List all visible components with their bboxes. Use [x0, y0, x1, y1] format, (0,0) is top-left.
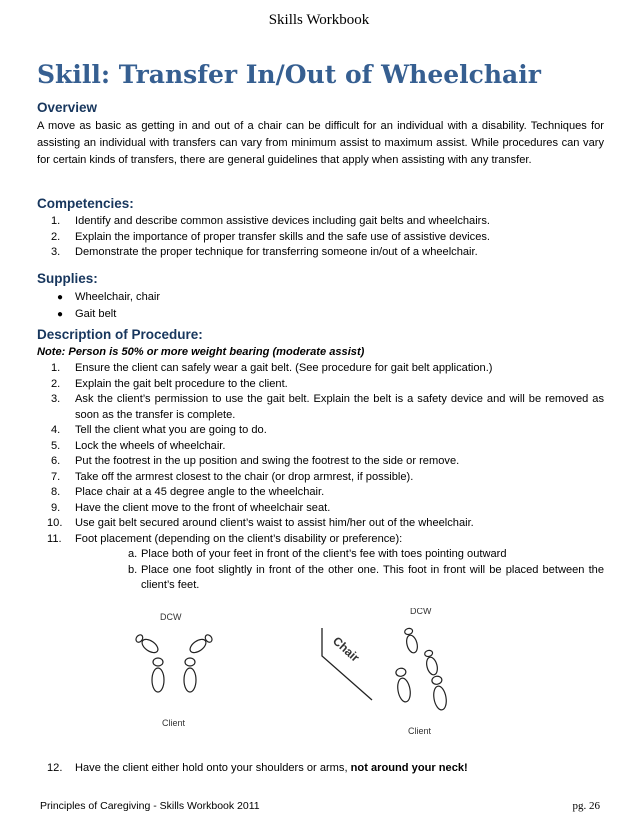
list-item: 6. Put the footrest in the up position and swing the footrest to the side or remove. [51, 455, 460, 467]
left-client-label: Client [162, 718, 186, 728]
right-dcw-feet-icon [403, 627, 439, 676]
right-dcw-label: DCW [410, 608, 432, 616]
overview-heading: Overview [37, 100, 98, 115]
list-item: 10. Use gait belt secured around client’s waist to assist him/her out of the wheelchair. [47, 517, 474, 529]
supplies-list [37, 289, 160, 323]
list-item: 4. Tell the client what you are going to do. [51, 424, 267, 436]
list-item: 7. Take off the armrest closest to the chair (or drop armrest, if possible). [51, 470, 414, 483]
left-dcw-label: DCW [160, 612, 182, 622]
supplies-heading: Supplies: [37, 271, 98, 286]
foot-placement-substeps [37, 547, 604, 594]
chair-outline-icon [322, 628, 372, 700]
page-footer [40, 800, 600, 812]
list-item: ● Wheelchair, chair [37, 289, 160, 306]
list-item: 1. Ensure the client can safely wear a gait belt. (See procedure for gait belt application.) [51, 362, 493, 374]
list-item: 3. Demonstrate the proper technique for transferring someone in/out of a wheelchair. [51, 246, 478, 258]
footer-source: Principles of Caregiving - Skills Workbook 2011 [40, 800, 260, 812]
list-item: 5. Lock the wheels of wheelchair. [51, 439, 226, 452]
page-title: Skill: Transfer In/Out of Wheelchair [37, 60, 541, 89]
list-item: 2. Explain the gait belt procedure to the client. [51, 377, 288, 390]
competencies-list [37, 214, 604, 261]
procedure-step-12: 12. Have the client either hold onto your shoulders or arms, not around your neck! [47, 762, 468, 774]
list-item: a. Place both of your feet in front of the client’s fee with toes pointing outward [128, 548, 507, 560]
left-client-feet-icon [152, 658, 196, 692]
foot-placement-figure [118, 608, 478, 748]
step12-emphasis: not around your neck! [350, 762, 468, 774]
right-client-label: Client [408, 726, 432, 736]
list-item: 9. Have the client move to the front of wheelchair seat. [51, 501, 331, 514]
running-header: Skills Workbook [268, 12, 370, 28]
overview-paragraph: A move as basic as getting in and out of a chair can be difficult for an individual with a disability. Techniques for assisting an individual with transfers can vary from minimum assist to maximum assist. While procedures can vary for certain kinds of transfers, there are general guidelines that apply when assisting with any transfer. [37, 120, 604, 166]
list-item: ● Gait belt [37, 306, 160, 323]
bullet-icon: ● [57, 292, 64, 303]
page-number: pg. 26 [572, 800, 600, 812]
list-item: 2. Explain the importance of proper transfer skills and the safe use of assistive devices. [51, 230, 490, 243]
chair-label: Chair [329, 633, 363, 665]
bullet-icon: ● [57, 309, 64, 320]
procedure-steps [37, 361, 604, 547]
list-item: 11. Foot placement (depending on the client’s disability or preference): [47, 532, 403, 545]
right-client-feet-icon [394, 667, 448, 711]
list-item: b. Place one foot slightly in front of the other one. This foot in front will be placed between the client’s feet. [128, 563, 604, 591]
list-item: 3. Ask the client’s permission to use the gait belt. Explain the belt is a safety device and will be removed as soon as the transfer is complete. [51, 393, 604, 421]
competencies-heading: Competencies: [37, 196, 134, 211]
list-item: 8. Place chair at a 45 degree angle to the wheelchair. [51, 486, 325, 498]
procedure-note: Note: Person is 50% or more weight bearing (moderate assist) [37, 346, 365, 358]
left-dcw-feet-icon [134, 633, 214, 656]
procedure-heading: Description of Procedure: [37, 327, 203, 342]
list-item: 1. Identify and describe common assistive devices including gait belts and wheelchairs. [51, 215, 491, 227]
